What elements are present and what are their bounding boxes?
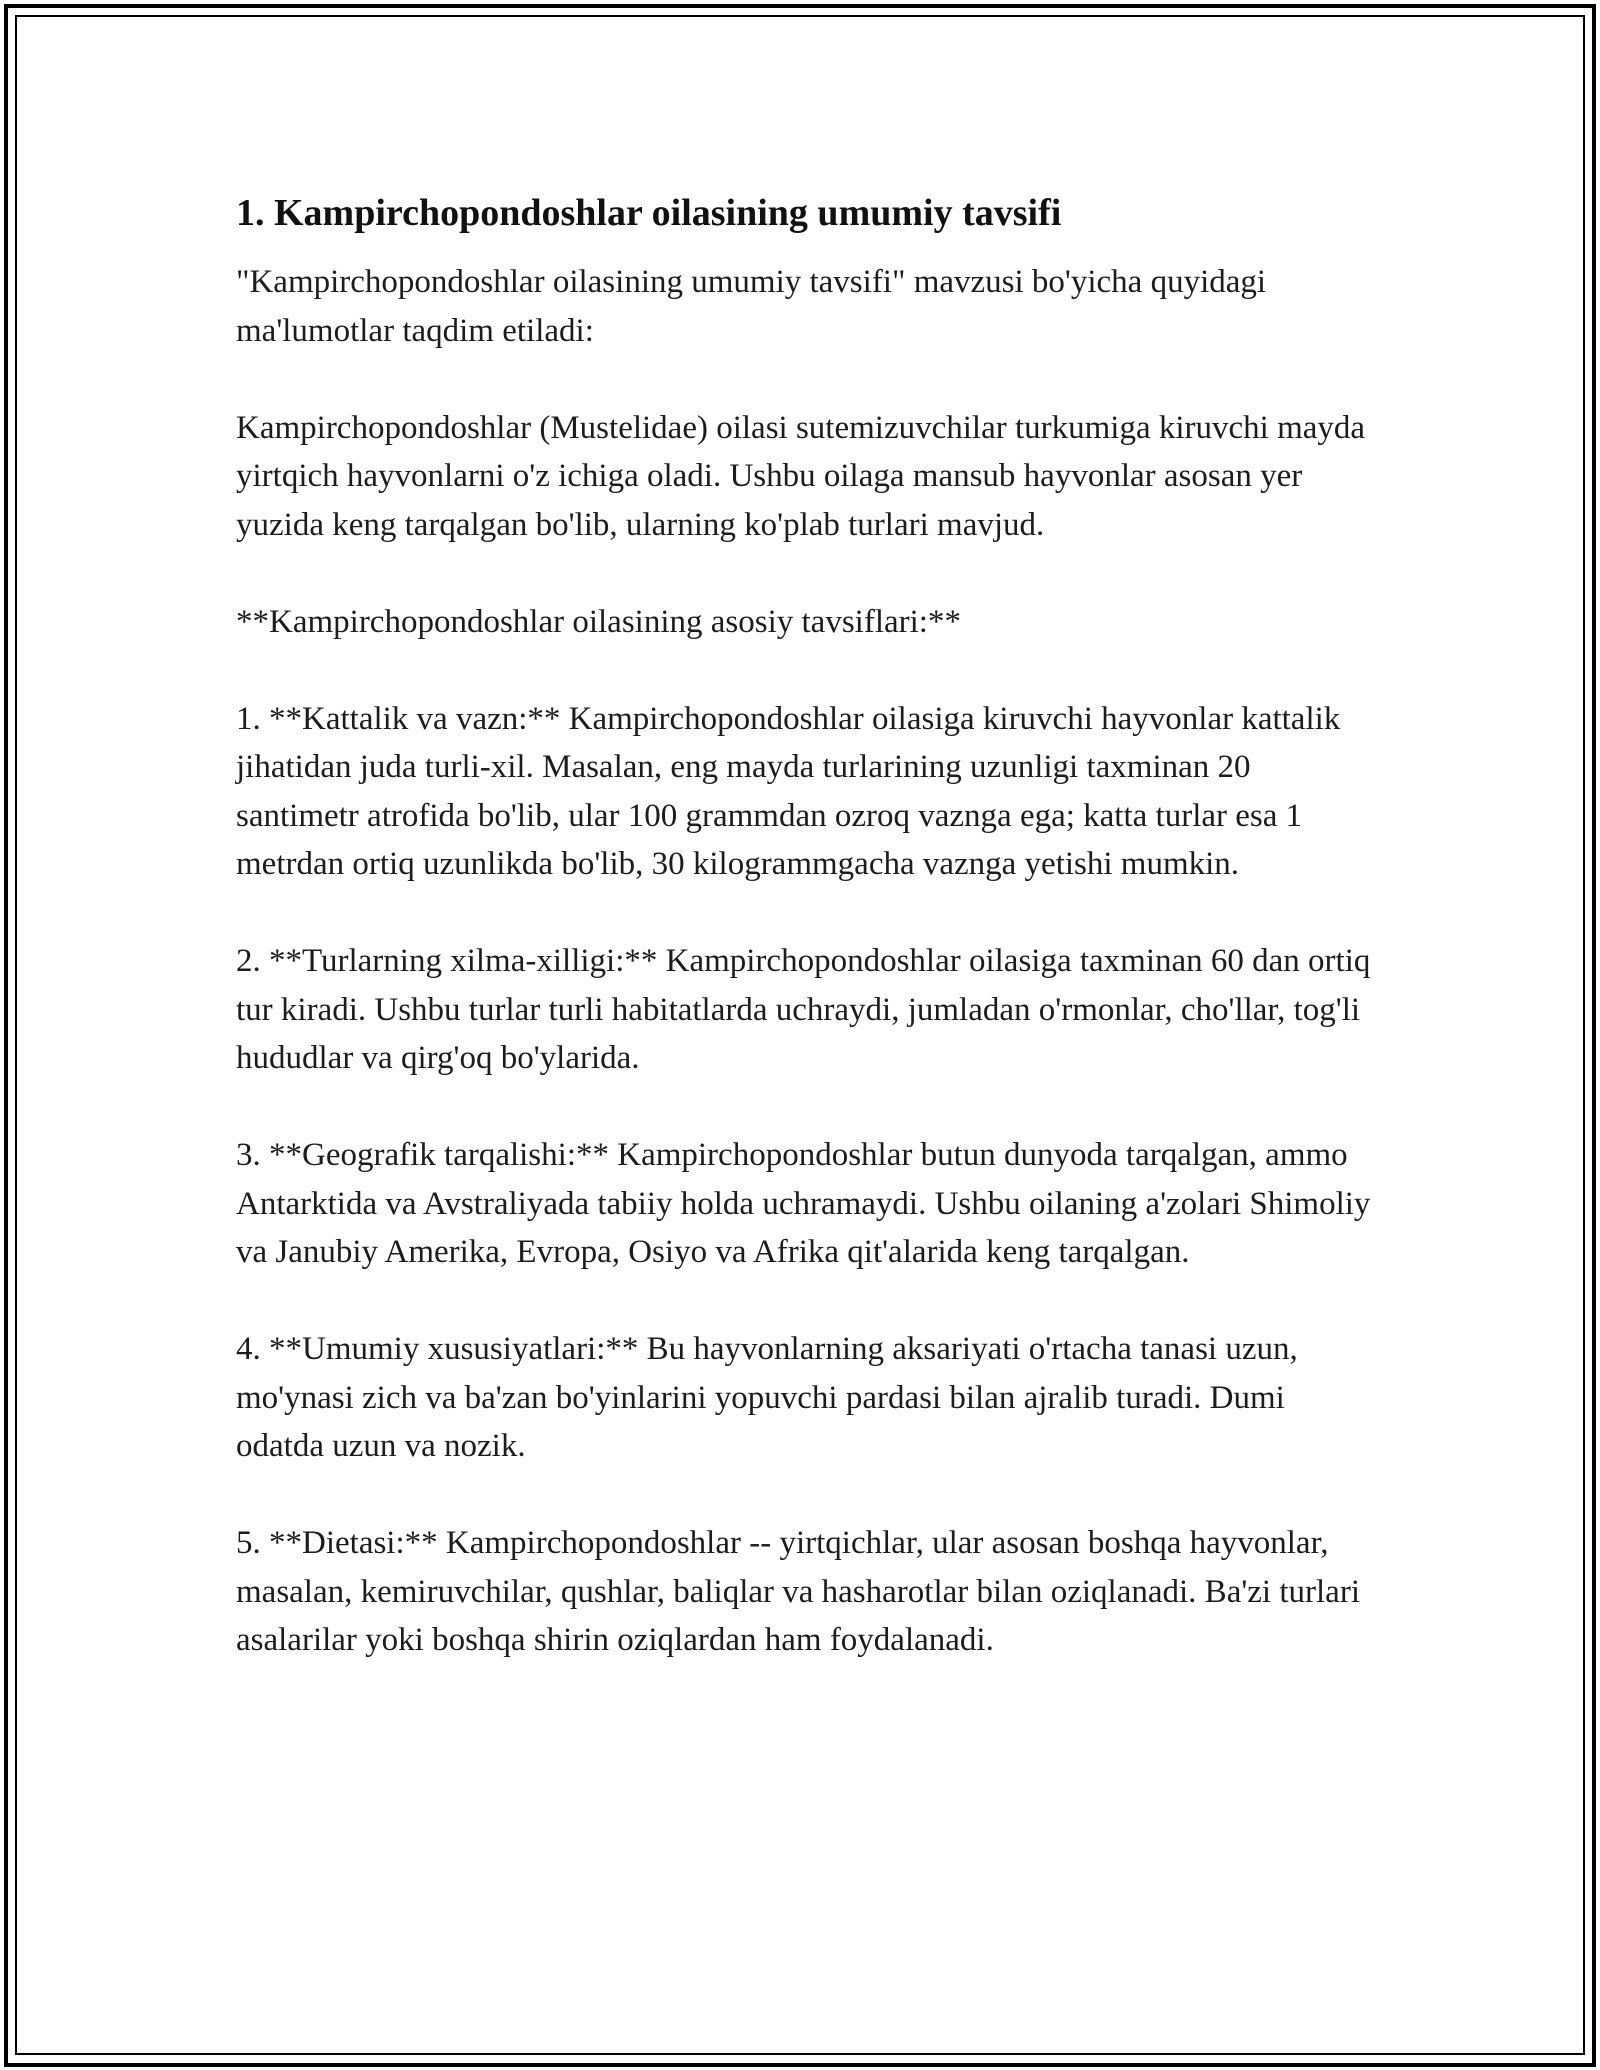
subheading-paragraph: **Kampirchopondoshlar oilasining asosiy tavsiflari:** xyxy=(236,603,961,640)
list-item-species-diversity: 2. **Turlarning xilma-xilligi:** Kampirchopondoshlar oilasiga taxminan 60 dan ortiq tur kiradi. Ushbu turlar turli habitatlarda uchraydi, jumladan o'rmonlar, cho'llar, tog'li hududlar va qirg'oq bo'ylarida. xyxy=(236,943,1371,1076)
list-item-size-weight: 1. **Kattalik va vazn:** Kampirchopondoshlar oilasiga kiruvchi hayvonlar kattalik jihatidan juda turli-xil. Masalan, eng mayda turlarining uzunligi taxminan 20 santimetr atrofida bo'lib, ular 100 grammdan ozroq vaznga ega; katta turlar esa 1 metrdan ortiq uzunlikda bo'lib, 30 kilogrammgacha vaznga yetishi mumkin. xyxy=(236,700,1341,882)
intro-paragraph: "Kampirchopondoshlar oilasining umumiy tavsifi" mavzusi bo'yicha quyidagi ma'lumotlar taqdim etiladi: xyxy=(236,264,1267,349)
document-body xyxy=(236,186,1376,1713)
list-item-geographic-range: 3. **Geografik tarqalishi:** Kampirchopondoshlar butun dunyoda tarqalgan, ammo Antarktida va Avstraliyada tabiiy holda uchramaydi. Ushbu oilaning a'zolari Shimoliy va Janubiy Amerika, Evropa, Osiyo va Afrika qit'alarida keng tarqalgan. xyxy=(236,1137,1371,1270)
list-item-diet: 5. **Dietasi:** Kampirchopondoshlar -- yirtqichlar, ular asosan boshqa hayvonlar, masalan, kemiruvchilar, qushlar, baliqlar va hasharotlar bilan oziqlanadi. Ba'zi turlari asalarilar yoki boshqa shirin oziqlardan ham foydalanadi. xyxy=(236,1525,1360,1658)
family-description-paragraph: Kampirchopondoshlar (Mustelidae) oilasi sutemizuvchilar turkumiga kiruvchi mayda yirtqich hayvonlarni o'z ichiga oladi. Ushbu oilaga mansub hayvonlar asosan yer yuzida keng tarqalgan bo'lib, ularning ko'plab turlari mavjud. xyxy=(236,409,1366,543)
list-item-general-features: 4. **Umumiy xususiyatlari:** Bu hayvonlarning aksariyati o'rtacha tanasi uzun, mo'ynasi zich va ba'zan bo'yinlarini yopuvchi pardasi bilan ajralib turadi. Dumi odatda uzun va nozik. xyxy=(236,1331,1298,1464)
section-heading: 1. Kampirchopondoshlar oilasining umumiy tavsifi xyxy=(236,192,1062,234)
